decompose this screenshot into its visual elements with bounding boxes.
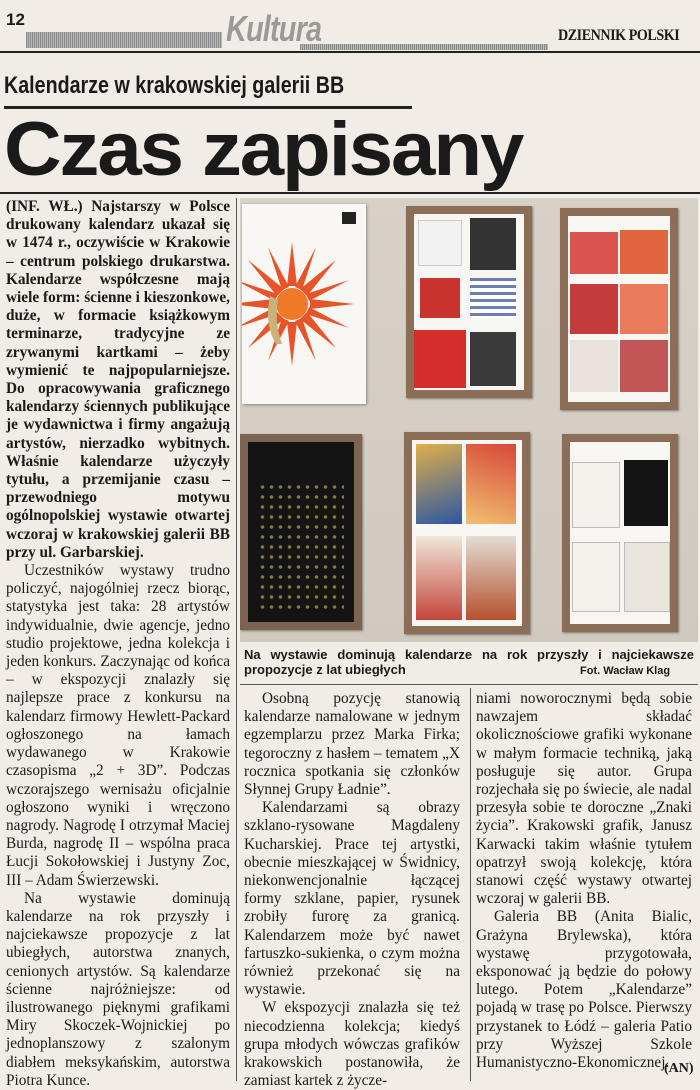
paragraph: Osobną pozycję stanowią kalendarze namalowane w jednym egzemplarzu przez Marka Firka; tegoroczny z hasłem – tematem „X rocznica spotkania się członków Słynnej Grupy Ładnie”. <box>244 690 460 799</box>
photo-credit: Fot. Wacław Klag <box>580 665 671 677</box>
headline-divider <box>0 192 700 194</box>
calendar-frame <box>404 432 530 634</box>
exhibition-photo <box>240 198 698 642</box>
article-column-1 <box>6 198 230 1090</box>
author-signature: (AN) <box>664 1061 694 1076</box>
article-column-3 <box>476 690 692 1072</box>
calendar-frame <box>406 206 532 398</box>
caption-divider <box>240 684 698 685</box>
header-divider <box>0 51 700 53</box>
photo-caption: Na wystawie dominują kalendarze na rok przyszły i najciekawsze propozycje z lat ubiegłych <box>244 647 694 677</box>
sun-icon <box>242 204 366 404</box>
article-headline: Czas zapisany <box>4 107 523 192</box>
page-number: 12 <box>6 10 25 29</box>
newspaper-name: DZIENNIK POLSKI <box>558 27 680 44</box>
paragraph: Uczestników wystawy trudno policzyć, najogólniej rzecz biorąc, statystyka jest taka: 28 artystów indywidualnie, dwie agencje, jedno studio projektowe, jedna kolekcja i jeden konkurs. Zaczynając od końca – w ekspozycji znalazły się najlepsze prace z konkursu na kalendarz firmowy Hewlett-Packard ogłoszonego na łamach wydawanego w Krakowie czasopisma „2 + 3D”. Podczas wczorajszego wernisażu oficjalnie ogłoszono wyniki i wręczono nagrody. Nagrodę I otrzymał Maciej Burda, nagrodę II – wspólna praca Łucji Sokołowskiej i Justyny Zoc, III – Adam Świerzewski. <box>6 562 230 889</box>
paragraph: Kalendarzami są obrazy szklano-rysowane Magdaleny Kucharskiej. Prace tej artystki, obecnie mieszkającej w Świdnicy, niekonwencjonalnie łączącej formy szklane, papier, rysunek zrobiły furorę za granicą. Kalendarzem może być nawet fartuszko-sukienka, o czym można również przekonać się na wystawie. <box>244 799 460 999</box>
calendar-frame <box>560 208 678 410</box>
column-divider <box>236 198 237 1081</box>
lead-paragraph: (INF. WŁ.) Najstarszy w Polsce drukowany kalendarz ukazał się w 1474 r., oczywiście w Krakowie – centrum polskiego drukarstwa. Kalendarze współczesne mają wiele form: ścienne i kieszonkowe, duże, w formacie książkowym terminarze, tradycyjne ze zrywanymi kartkami – żeby wymienić te najpopularniejsze. Do opracowywania graficznego kalendarzy ściennych publikujące je wydawnictwa i firmy angażują artystów, nierzadko wybitnych. Właśnie kalendarze użyczyły tytułu, a przemijanie czasu – przewodniego motywu ogólnopolskiej wystawie otwartej wczoraj w krakowskiej galerii BB przy ul. Garbarskiej. <box>6 198 230 561</box>
paragraph: Galeria BB (Anita Bialic, Grażyna Brylewska), która wystawę przygotowała, eksponować ją będzie do połowy lutego. Potem „Kalendarze” pojadą w trasę po Polsce. Pierwszy przystanek to Łódź – galeria Patio przy Wyższej Szkole Humanistyczno-Ekonomicznej. <box>476 908 692 1072</box>
sun-poster <box>242 204 366 404</box>
calendar-frame <box>562 434 678 632</box>
header-decor-bar <box>300 44 548 50</box>
header-decor-bar <box>26 32 222 48</box>
paragraph: niami noworocznymi będą sobie nawzajem składać okolicznościowe grafiki wykonane w małym formacie techniką, jaką posługuje się autor. Grupa rozjechała się po świecie, ale nadal przesyła sobie te doroczne „Znaki życia”. Krakowski grafik, Janusz Karwacki takim właśnie tytułem opatrzył swoją kolekcję, która stanowi część wystawy otwartej wczoraj w galerii BB. <box>476 690 692 908</box>
paragraph: Na wystawie dominują kalendarze na rok przyszły i najciekawsze propozycje z lat ubiegłych, autorstwa znanych, cenionych artystów. Są kalendarze ścienne najróżniejsze: od ilustrowanego pięknymi grafikami Miry Skoczek-Wojnickiej po jednoplanszowy z szalonym diabłem meksykańskim, autorstwa Piotra Kunce. <box>6 889 230 1089</box>
calendar-frame <box>240 434 362 630</box>
article-kicker: Kalendarze w krakowskiej galerii BB <box>4 72 345 99</box>
section-title: Kultura <box>226 8 322 49</box>
paragraph: W ekspozycji znalazła się też niecodzienna kolekcja; kiedyś grupa młodych wówczas grafików krakowskich postanowiła, że zamiast kartek z życze- <box>244 999 460 1090</box>
article-column-2 <box>244 690 460 1090</box>
column-divider <box>470 688 471 1081</box>
